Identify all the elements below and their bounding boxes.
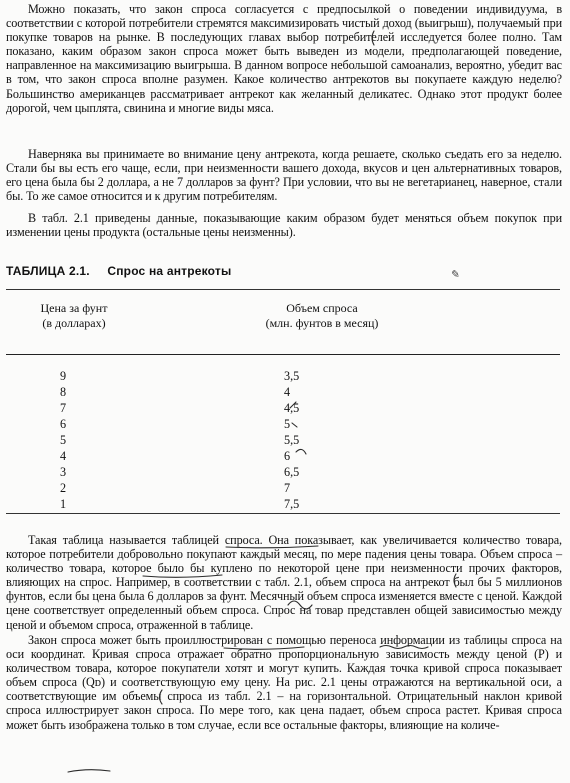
table-header-quantity bbox=[222, 301, 422, 331]
quantity-cell: 4,5 bbox=[284, 401, 300, 415]
price-cell: 6 bbox=[60, 417, 67, 431]
quantity-cell: 5 bbox=[284, 417, 291, 431]
underline-depicted bbox=[68, 770, 110, 772]
table-number: ТАБЛИЦА 2.1. bbox=[6, 264, 90, 278]
paragraph-law-of-demand: Можно показать, что закон спроса согласуется с предпосылкой о поведении индивидуума, в соответствии с которой потребители стремятся максимизировать чистый доход (выигрыш), получаемый при покупке товаров на рынке. В последующих главах выбор потребителей исследуется более полно. Там показано, каким образом закон спроса может быть выведен из модели, предполагающей поведение, направленное на максимизацию выигрыша. В данном вопросе небольшой самоанализ, вероятно, убедит вас в том, что закон спроса вполне разумен. Какое количество антрекотов вы покупаете каждую неделю? Большинство американцев рассматривает антрекот как желанный деликатес. Однако этот продукт более дорогой, чем цыплята, свинина и многие виды мяса. bbox=[6, 2, 562, 115]
paragraph-steak-price: Наверняка вы принимаете во внимание цену антрекота, когда решаете, сколько съедать его за неделю. Стали бы вы есть его чаще, если, при неизменности вашего дохода, вкусов и цен альтернативных товаров, его цена была бы 2 доллара, а не 7 долларов за фунт? При условии, что вы не вегетарианец, наверное, стали бы. То же самое относится и к другим потребителям. bbox=[6, 147, 562, 204]
price-cell: 1 bbox=[60, 497, 67, 511]
table-bottom-rule bbox=[6, 513, 560, 514]
header-quantity-line-1: Объем спроса bbox=[286, 301, 358, 315]
paragraph-table-intro: В табл. 2.1 приведены данные, показывающие каким образом будет меняться объем покупок при изменении цены продукта (остальные цены неизменны). bbox=[6, 211, 562, 240]
table-column-quantity bbox=[284, 368, 324, 512]
quantity-cell: 3,5 bbox=[284, 369, 300, 383]
table-column-price bbox=[60, 368, 80, 512]
quantity-cell: 6 bbox=[284, 449, 291, 463]
quantity-cell: 4 bbox=[284, 385, 291, 399]
price-cell: 8 bbox=[60, 385, 67, 399]
paragraph-demand-schedule: Такая таблица называется таблицей спроса. Она показывает, как увеличивается количество товара, которое потребители добровольно покупают каждый месяц, по мере падения цены товара. Объем спроса – количество товара, которое было бы куплено по некоторой цене при неизменности прочих факторов, влияющих на спрос. Например, в соответствии с табл. 2.1, объем спроса на антрекот был бы 5 миллионов фунтов, если бы цена была 6 долларов за фунт. Месячный объем спроса изменяется вместе с ценой. Каждой цене соответствует определенный объем спроса. Спрос на товар представлен общей зависимостью между ценой и объемом спроса, отраженной в таблице. bbox=[6, 533, 562, 632]
table-header-price bbox=[14, 301, 134, 331]
quantity-cell: 7,5 bbox=[284, 497, 300, 511]
price-cell: 9 bbox=[60, 369, 67, 383]
table-top-rule bbox=[6, 289, 560, 290]
header-price-line-1: Цена за фунт bbox=[40, 301, 108, 315]
header-quantity-line-2: (млн. фунтов в месяц) bbox=[265, 316, 379, 330]
price-cell: 4 bbox=[60, 449, 67, 463]
handwritten-annotation-scribble: ✎ bbox=[449, 267, 461, 282]
price-cell: 5 bbox=[60, 433, 67, 447]
quantity-cell: 7 bbox=[284, 481, 291, 495]
quantity-cell: 6,5 bbox=[284, 465, 300, 479]
quantity-cell: 5,5 bbox=[284, 433, 300, 447]
price-cell: 2 bbox=[60, 481, 67, 495]
paragraph-demand-curve: Закон спроса может быть проиллюстрирован с помощью переноса информации из таблицы спроса на оси координат. Кривая спроса отражает обратно пропорциональную зависимость между ценой (P) и количеством товара, которое покупатели хотят и могут купить. Каждая точка кривой спроса показывает объем спроса (Qᴅ) и соответствующую ему цену. На рис. 2.1 цены отражаются на вертикальной оси, а соответствующие им объемы спроса из табл. 2.1 – на горизонтальной. Отрицательный наклон кривой спроса иллюстрирует закон спроса. По мере того, как цена падает, объем спроса растет. Кривая спроса может быть изображена только в том случае, если все остальные факторы, влияющие на количе- bbox=[6, 633, 562, 732]
price-cell: 7 bbox=[60, 401, 67, 415]
table-caption bbox=[6, 264, 231, 278]
header-price-line-2: (в долларах) bbox=[42, 316, 106, 330]
table-title: Спрос на антрекоты bbox=[107, 264, 232, 278]
table-header-rule bbox=[6, 354, 560, 355]
price-cell: 3 bbox=[60, 465, 67, 479]
